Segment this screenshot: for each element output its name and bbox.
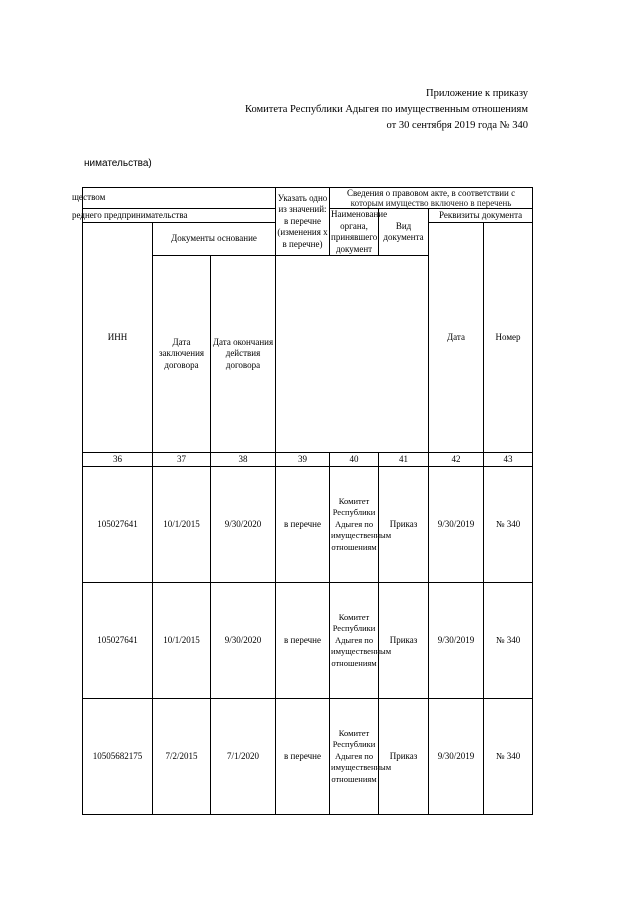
cell-inn: 105027641 xyxy=(83,583,153,699)
group-header-property: ществом xyxy=(83,188,276,209)
col-number: 43 xyxy=(484,453,533,467)
cell-doc-number: № 340 xyxy=(484,699,533,815)
cell-inclusion-status: в перечне xyxy=(276,699,330,815)
col-number: 37 xyxy=(153,453,211,467)
cell-issuing-body: Комитет Республики Адыгея по имущественным отношениям xyxy=(330,699,379,815)
cell-contract-end: 9/30/2020 xyxy=(211,467,276,583)
cell-contract-end: 7/1/2020 xyxy=(211,699,276,815)
cell-doc-number: № 340 xyxy=(484,467,533,583)
group-header-legal-act: Сведения о правовом акте, в соответствии с которым имущество включено в перечень xyxy=(330,188,533,209)
order-date-number: от 30 сентября 2019 года № 340 xyxy=(386,120,528,131)
cell-inn: 10505682175 xyxy=(83,699,153,815)
col-header-doc-number: Номер xyxy=(484,223,533,453)
col-number: 42 xyxy=(429,453,484,467)
cell-inclusion-status: в перечне xyxy=(276,467,330,583)
appendix-title: Приложение к приказу xyxy=(426,88,528,99)
col-number: 40 xyxy=(330,453,379,467)
cell-contract-date: 7/2/2015 xyxy=(153,699,211,815)
document-subtitle: нимательства) xyxy=(84,158,152,169)
cell-doc-number: № 340 xyxy=(484,583,533,699)
table-row xyxy=(83,583,533,699)
cell-contract-date: 10/1/2015 xyxy=(153,467,211,583)
cell-issuing-body: Комитет Республики Адыгея по имущественным отношениям xyxy=(330,583,379,699)
col-header-contract-end: Дата окончания действия договора xyxy=(211,256,276,453)
cell-doc-date: 9/30/2019 xyxy=(429,583,484,699)
col-header-doc-date: Дата xyxy=(429,223,484,453)
col-number: 38 xyxy=(211,453,276,467)
group-header-doc-details: Реквизиты документа xyxy=(429,209,533,223)
cell-document-type: Приказ xyxy=(379,699,429,815)
group-header-smb: реднего предпринимательства xyxy=(83,209,276,223)
cell-issuing-body: Комитет Республики Адыгея по имущественным отношениям xyxy=(330,467,379,583)
property-table xyxy=(72,187,533,815)
cell-inn: 105027641 xyxy=(83,467,153,583)
col-number: 41 xyxy=(379,453,429,467)
cell-inclusion-status: в перечне xyxy=(276,583,330,699)
col-number: 36 xyxy=(83,453,153,467)
property-table-container xyxy=(72,187,532,799)
group-header-base-documents: Документы основание xyxy=(153,223,276,256)
cell-contract-end: 9/30/2020 xyxy=(211,583,276,699)
column-numbers-row xyxy=(83,453,533,467)
cell-document-type: Приказ xyxy=(379,467,429,583)
col-header-document-type: Вид документа xyxy=(379,209,429,256)
committee-name: Комитета Республики Адыгея по имущественным отношениям xyxy=(244,104,528,115)
table-row xyxy=(83,699,533,815)
table-row xyxy=(83,467,533,583)
col-header-inn: ИНН xyxy=(83,223,153,453)
cell-doc-date: 9/30/2019 xyxy=(429,699,484,815)
col-number: 39 xyxy=(276,453,330,467)
col-header-inclusion-status: Указать одно из значений: в перечне (изменения х в перечне) xyxy=(276,188,330,256)
col-header-issuing-body: Наименование органа, принявшего документ xyxy=(331,209,388,254)
col-header-contract-date: Дата заключения договора xyxy=(153,256,211,453)
cell-contract-date: 10/1/2015 xyxy=(153,583,211,699)
cell-document-type: Приказ xyxy=(379,583,429,699)
cell-doc-date: 9/30/2019 xyxy=(429,467,484,583)
